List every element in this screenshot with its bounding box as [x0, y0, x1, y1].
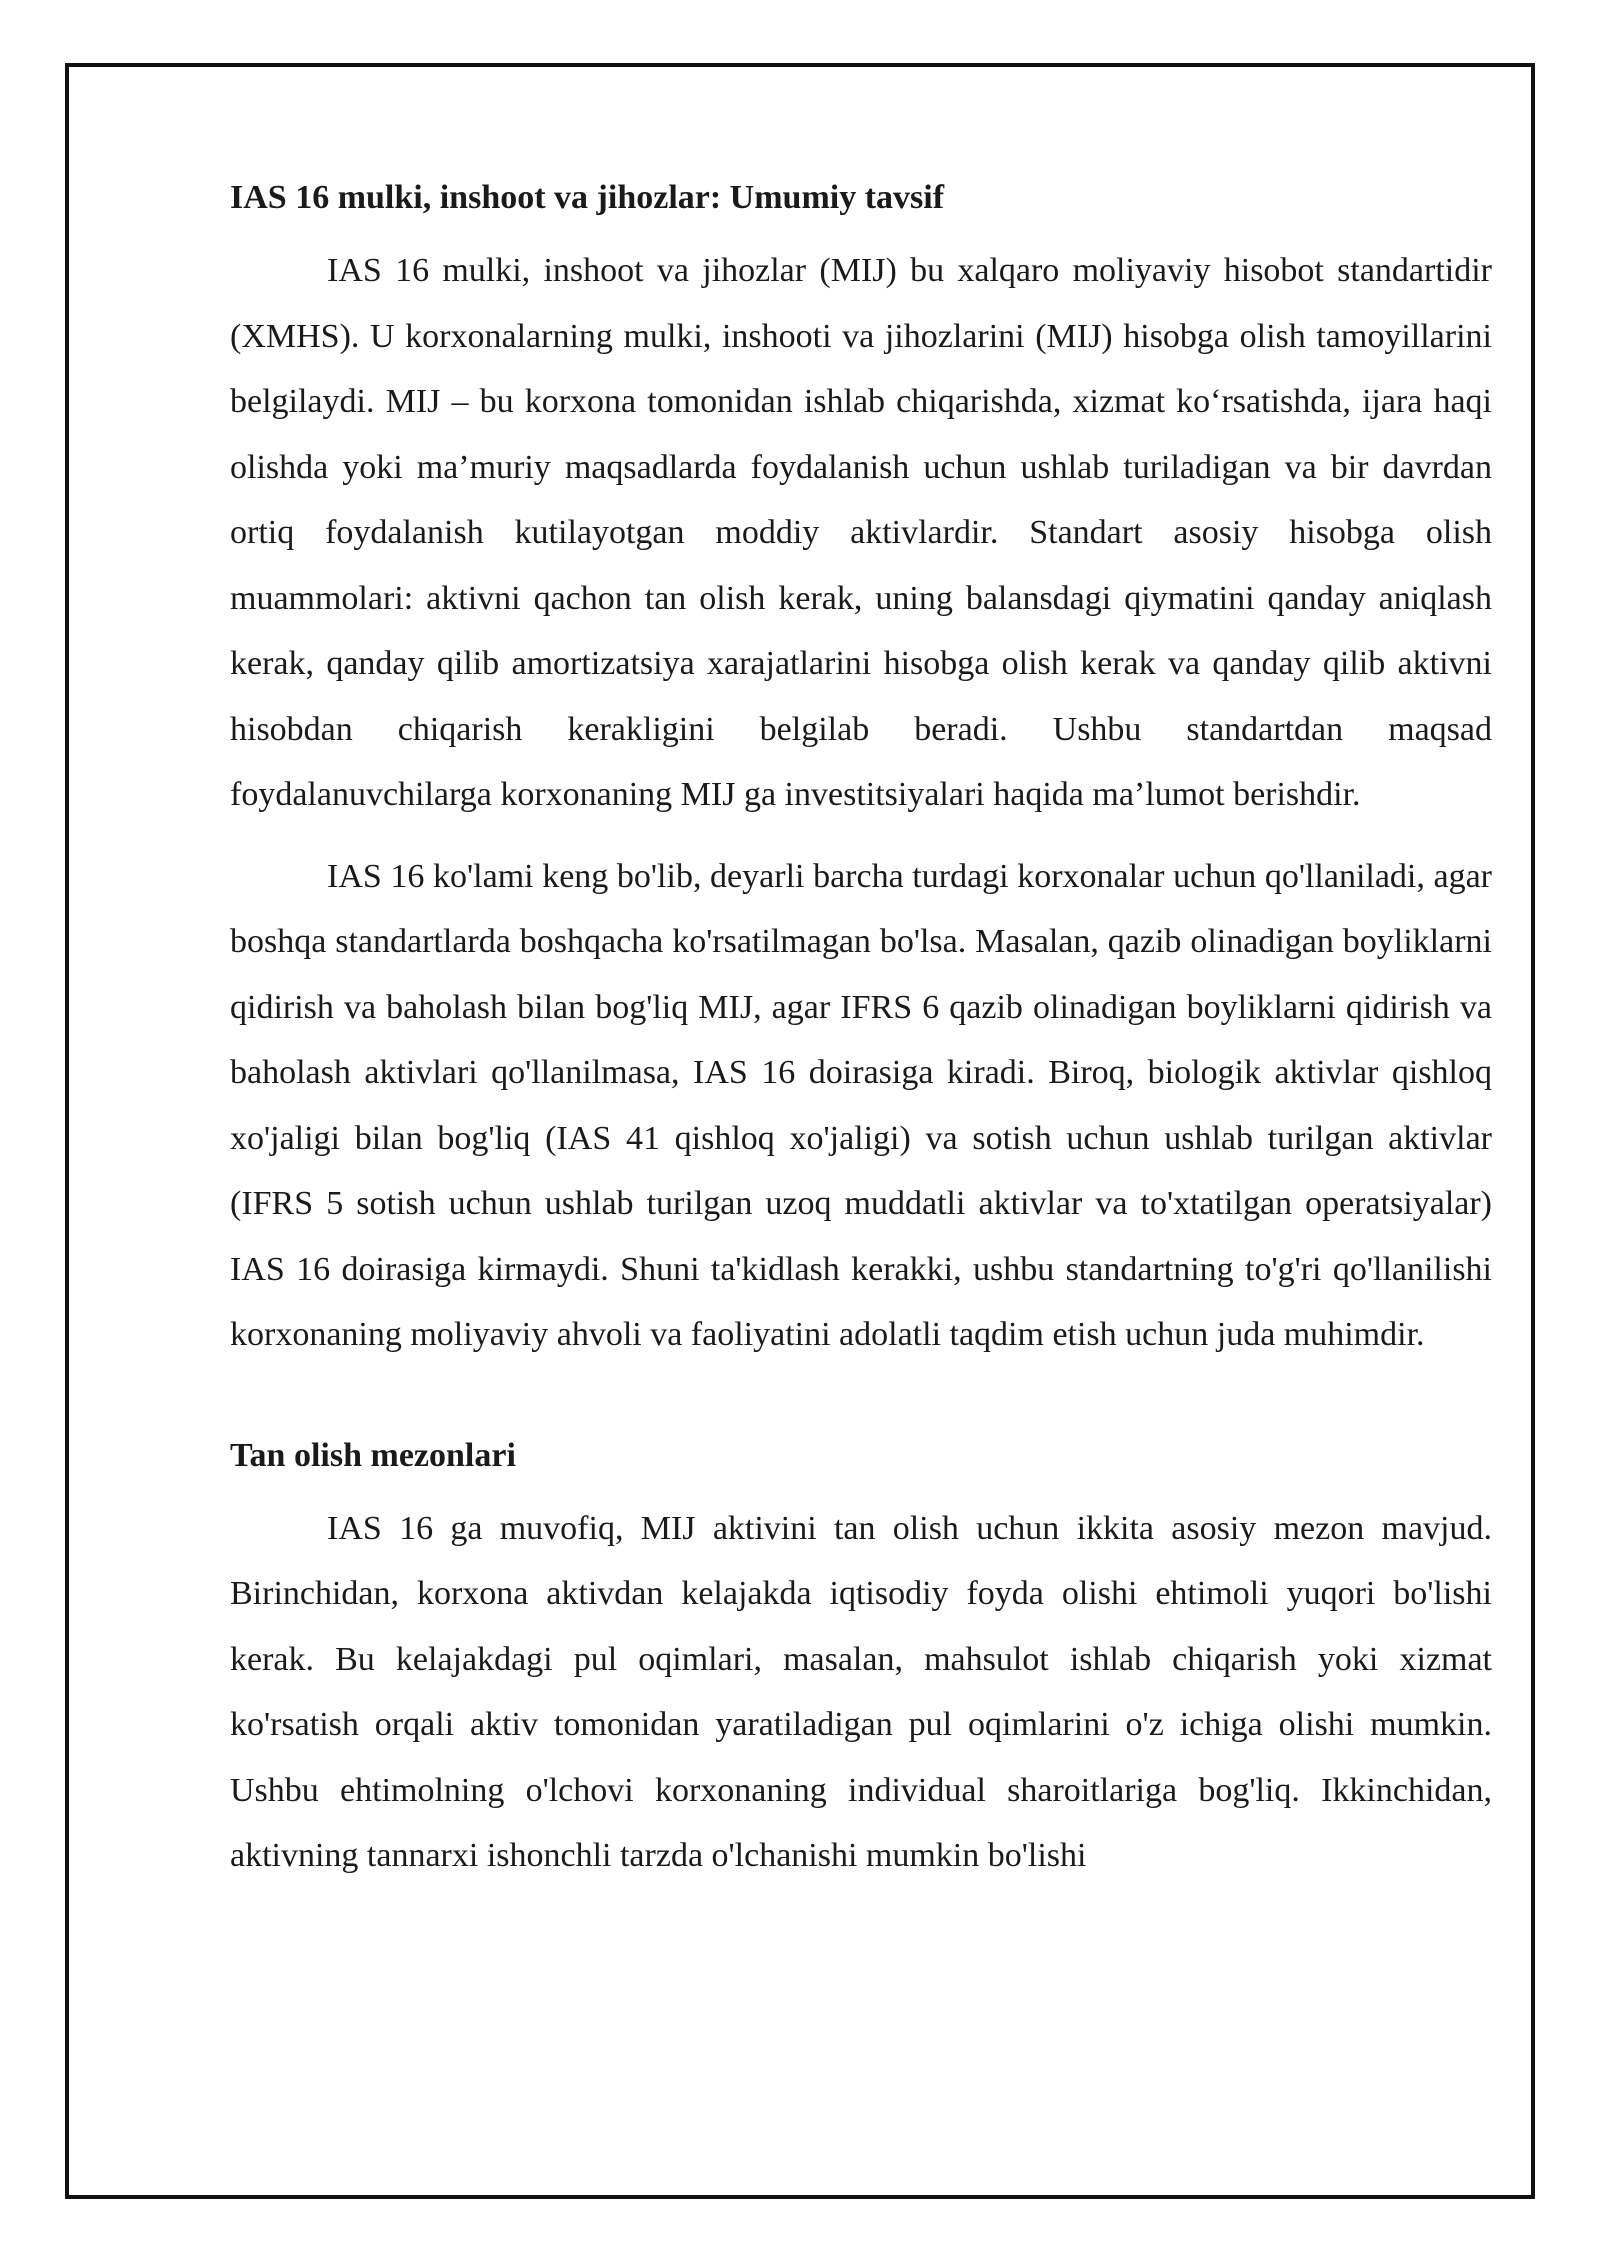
section-title-recognition-criteria: Tan olish mezonlari [230, 1436, 516, 1474]
paragraph-overview-scope: IAS 16 ko'lami keng bo'lib, deyarli barcha turdagi korxonalar uchun qo'llaniladi, agar boshqa standartlarda boshqacha ko'rsatilmagan bo'lsa. Masalan, qazib olinadigan boyliklarni qidirish va baholash bilan bog'liq MIJ, agar IFRS 6 qazib olinadigan boyliklarni qidirish va baholash aktivlari qo'llanilmasa, IAS 16 doirasiga kiradi. Biroq, biologik aktivlar qishloq xo'jaligi bilan bog'liq (IAS 41 qishloq xo'jaligi) va sotish uchun ushlab turilgan aktivlar (IFRS 5 sotish uchun ushlab turilgan uzoq muddatli aktivlar va to'xtatilgan operatsiyalar) IAS 16 doirasiga kirmaydi. Shuni ta'kidlash kerakki, ushbu standartning to'g'ri qo'llanilishi korxonaning moliyaviy ahvoli va faoliyatini adolatli taqdim etish uchun juda muhimdir. [230, 857, 1492, 1353]
paragraph-recognition-criteria: IAS 16 ga muvofiq, MIJ aktivini tan olish uchun ikkita asosiy mezon mavjud. Birinchidan, korxona aktivdan kelajakda iqtisodiy foyda olishi ehtimoli yuqori bo'lishi kerak. Bu kelajakdagi pul oqimlari, masalan, mahsulot ishlab chiqarish yoki xizmat ko'rsatish orqali aktiv tomonidan yaratiladigan pul oqimlarini o'z ichiga olishi mumkin. Ushbu ehtimolning o'lchovi korxonaning individual sharoitlariga bog'liq. Ikkinchidan, aktivning tannarxi ishonchli tarzda o'lchanishi mumkin bo'lishi [230, 1509, 1492, 1874]
paragraph-overview-definition: IAS 16 mulki, inshoot va jihozlar (MIJ) bu xalqaro moliyaviy hisobot standartidir (XMHS). U korxonalarning mulki, inshooti va jihozlarini (MIJ) hisobga olish tamoyillarini belgilaydi. MIJ – bu korxona tomonidan ishlab chiqarishda, xizmat ko‘rsatishda, ijara haqi olishda yoki ma’muriy maqsadlarda foydalanish uchun ushlab turiladigan va bir davrdan ortiq foydalanish kutilayotgan moddiy aktivlardir. Standart asosiy hisobga olish muammolari: aktivni qachon tan olish kerak, uning balansdagi qiymatini qanday aniqlash kerak, qanday qilib amortizatsiya xarajatlarini hisobga olish kerak va qanday qilib aktivni hisobdan chiqarish kerakligini belgilab beradi. Ushbu standartdan maqsad foydalanuvchilarga korxonaning MIJ ga investitsiyalari haqida ma’lumot berishdir. [230, 252, 1492, 813]
section-title-overview: IAS 16 mulki, inshoot va jihozlar: Umumiy tavsif [230, 179, 945, 216]
document-body [230, 170, 1492, 1889]
